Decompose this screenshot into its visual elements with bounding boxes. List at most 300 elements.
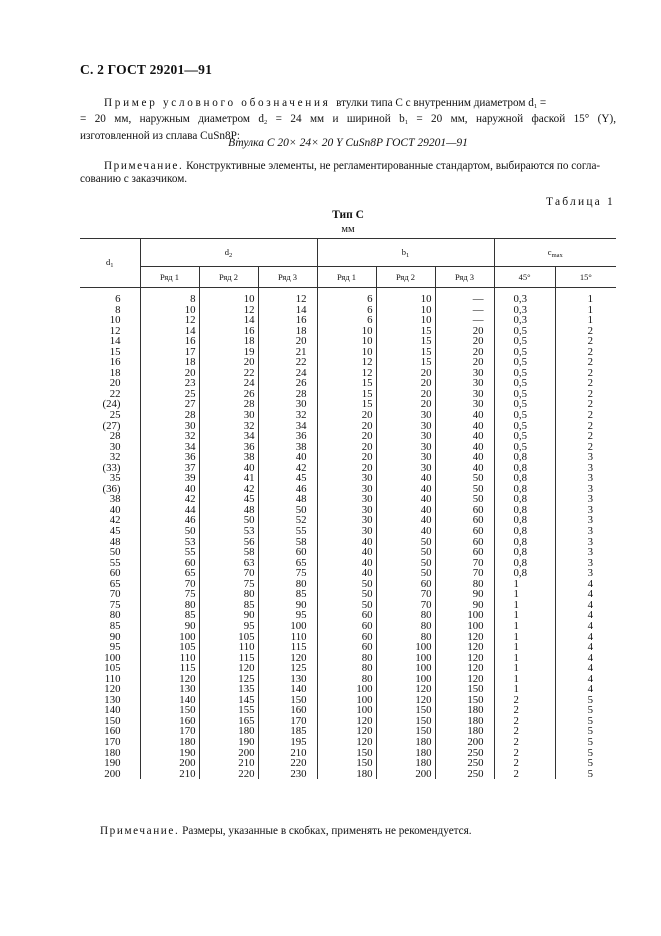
table-cell: 20 (317, 452, 376, 463)
table-cell: 100 (376, 653, 435, 664)
table-cell: 32 (258, 410, 317, 421)
table-cell: 60 (435, 515, 494, 526)
table-cell: 210 (140, 769, 199, 780)
table-cell: 1 (494, 610, 555, 621)
table-cell: 2 (494, 758, 555, 769)
table-cell: 4 (555, 642, 616, 653)
table-cell: 20 (317, 442, 376, 453)
table-cell: 0,8 (494, 558, 555, 569)
table-cell: 2 (555, 410, 616, 421)
table-cell: 15 (317, 378, 376, 389)
table-cell: 40 (376, 484, 435, 495)
table-cell: (33) (102, 461, 121, 474)
table-cell: 38 (258, 442, 317, 453)
table-cell: 70 (435, 558, 494, 569)
table-row (80, 568, 616, 579)
table-cell: 2 (555, 378, 616, 389)
table-cell: 75 (199, 579, 258, 590)
table-cell: 70 (376, 600, 435, 611)
table-cell: 1 (494, 589, 555, 600)
table-cell: 20 (435, 336, 494, 347)
table-cell: 1 (555, 288, 616, 305)
table-cell: 14 (199, 315, 258, 326)
table-cell: 20 (376, 368, 435, 379)
table-cell: 30 (435, 389, 494, 400)
table-cell: 10 (317, 347, 376, 358)
table-cell: 130 (104, 693, 121, 706)
table-cell: 180 (435, 726, 494, 737)
table-cell: 4 (555, 579, 616, 590)
table-cell: 30 (435, 378, 494, 389)
table-cell: 35 (109, 472, 121, 485)
example-text-1b: = (537, 97, 547, 109)
table-cell: 120 (376, 684, 435, 695)
table-cell: — (435, 288, 494, 305)
header-d1-sub: 1 (110, 262, 114, 269)
table-cell: 80 (109, 609, 121, 622)
table-cell: 0,5 (494, 410, 555, 421)
table-cell: 12 (109, 324, 121, 337)
table-cell: 180 (376, 748, 435, 759)
table-cell: 2 (555, 326, 616, 337)
table-row (80, 347, 616, 358)
table-cell: 1 (555, 305, 616, 316)
table-row (80, 505, 616, 516)
table-cell: 105 (199, 632, 258, 643)
table-cell: 40 (376, 473, 435, 484)
table-cell: 100 (317, 695, 376, 706)
table-cell: 4 (555, 621, 616, 632)
table-cell: 210 (258, 748, 317, 759)
table-cell: 50 (376, 568, 435, 579)
table-row (80, 758, 616, 769)
table-cell: 20 (376, 399, 435, 410)
example-text-2b: = 24 мм и шириной b (267, 113, 405, 126)
table-cell: 15 (317, 399, 376, 410)
table-cell: 10 (140, 305, 199, 316)
table-cell: 1 (494, 653, 555, 664)
table-cell: 200 (376, 769, 435, 780)
table-cell: 95 (109, 641, 121, 654)
table-cell: 2 (555, 399, 616, 410)
example-sub-1: 1 (533, 103, 538, 110)
note-1-lead: Примечание. (104, 160, 184, 172)
table-cell: 3 (555, 558, 616, 569)
table-row (80, 515, 616, 526)
table-cell: 60 (109, 567, 121, 580)
table-cell: 30 (317, 473, 376, 484)
table-cell: 70 (109, 588, 121, 601)
table-cell: 40 (376, 515, 435, 526)
table-cell: 75 (258, 568, 317, 579)
table-cell: 30 (258, 399, 317, 410)
table-cell: 3 (555, 452, 616, 463)
table-row (80, 726, 616, 737)
table-cell: 150 (317, 758, 376, 769)
example-sub-2: 2 (264, 119, 268, 127)
table-cell: 150 (435, 684, 494, 695)
table-cell: 34 (258, 421, 317, 432)
table-row (80, 421, 616, 432)
table-cell: 0,8 (494, 463, 555, 474)
table-cell: 190 (199, 737, 258, 748)
table-cell: 120 (435, 632, 494, 643)
table-cell: 23 (140, 378, 199, 389)
note-2 (100, 825, 472, 837)
header-d2-row2: Ряд 2 (199, 267, 258, 288)
table-cell: 20 (376, 389, 435, 400)
table-cell: 30 (376, 442, 435, 453)
table-cell: 2 (494, 726, 555, 737)
table-cell: 140 (140, 695, 199, 706)
table-cell: 120 (104, 683, 121, 696)
note-1 (80, 160, 616, 187)
table-cell: 18 (140, 357, 199, 368)
table-cell: 100 (317, 705, 376, 716)
table-row (80, 473, 616, 484)
table-cell: 16 (258, 315, 317, 326)
table-row (80, 674, 616, 685)
table-cell: 160 (104, 725, 121, 738)
table-cell: 50 (435, 473, 494, 484)
table-cell: 80 (317, 663, 376, 674)
table-cell: 55 (140, 547, 199, 558)
table-cell: 1 (494, 600, 555, 611)
table-cell: 10 (109, 314, 121, 327)
table-cell: — (435, 315, 494, 326)
table-cell: 10 (317, 326, 376, 337)
header-b1-sub: 1 (406, 251, 410, 259)
table-cell: 18 (258, 326, 317, 337)
table-cell: 36 (199, 442, 258, 453)
table-cell: 3 (555, 463, 616, 474)
table-cell: 90 (435, 600, 494, 611)
table-cell: 70 (376, 589, 435, 600)
table-row (80, 705, 616, 716)
table-cell: 12 (199, 305, 258, 316)
header-c-sub: max (551, 251, 563, 259)
table-cell: 75 (140, 589, 199, 600)
table-cell: 85 (140, 610, 199, 621)
table-cell: 70 (199, 568, 258, 579)
table-cell: 160 (258, 705, 317, 716)
table-cell: 10 (376, 315, 435, 326)
table-cell: 130 (258, 674, 317, 685)
table-cell: 6 (115, 293, 121, 305)
table-cell: 32 (199, 421, 258, 432)
table-cell: 2 (555, 421, 616, 432)
table-cell: 0,5 (494, 399, 555, 410)
table-cell: 4 (555, 589, 616, 600)
table-cell: 80 (435, 579, 494, 590)
table-cell: 65 (258, 558, 317, 569)
table-cell: 0,8 (494, 452, 555, 463)
table-cell: 4 (555, 632, 616, 643)
table-cell: 90 (109, 630, 121, 643)
table-cell: 42 (258, 463, 317, 474)
table-cell: 18 (109, 366, 121, 379)
table-row (80, 621, 616, 632)
table-cell: 5 (555, 695, 616, 706)
table-cell: 46 (258, 484, 317, 495)
table-cell: 55 (109, 556, 121, 569)
table-cell: 0,5 (494, 326, 555, 337)
table-cell: 20 (317, 421, 376, 432)
table-cell: 5 (555, 705, 616, 716)
table-row (80, 315, 616, 326)
table-cell: 0,5 (494, 336, 555, 347)
table-cell: 40 (258, 452, 317, 463)
table-cell: 30 (376, 463, 435, 474)
table-cell: 250 (435, 769, 494, 780)
table-cell: 52 (258, 515, 317, 526)
table-cell: 20 (376, 378, 435, 389)
table-cell: (36) (102, 482, 121, 495)
table-cell: 150 (435, 695, 494, 706)
table-cell: 0,3 (494, 305, 555, 316)
table-cell: (24) (102, 398, 121, 411)
table-number: Таблица 1 (546, 196, 615, 208)
table-cell: 105 (140, 642, 199, 653)
table-cell: 150 (376, 716, 435, 727)
table-cell: 12 (317, 357, 376, 368)
table-cell: 12 (258, 288, 317, 305)
table-cell: 30 (199, 410, 258, 421)
table-cell: 2 (555, 347, 616, 358)
table-cell: 115 (258, 642, 317, 653)
example-text-2c: = 20 мм, наружной фаской 15° (Y), (407, 113, 616, 126)
table-cell: 125 (258, 663, 317, 674)
table-cell: 46 (140, 515, 199, 526)
table-cell: 50 (317, 589, 376, 600)
table-cell: 0,8 (494, 568, 555, 579)
table-cell: 32 (109, 451, 121, 464)
table-cell: 16 (199, 326, 258, 337)
table-cell: 30 (435, 399, 494, 410)
table-cell: 40 (140, 484, 199, 495)
table-body (80, 288, 616, 780)
table-cell: 2 (494, 716, 555, 727)
table-cell: 180 (435, 716, 494, 727)
table-cell: 85 (109, 619, 121, 632)
table-cell: 90 (199, 610, 258, 621)
header-b1-row3: Ряд 3 (435, 267, 494, 288)
table-cell: 120 (317, 737, 376, 748)
table-row (80, 695, 616, 706)
table-cell: 110 (104, 672, 121, 685)
table-title: Тип C (332, 209, 364, 221)
table-cell: 25 (109, 409, 121, 422)
table-cell: 20 (317, 410, 376, 421)
header-d2-sub: 2 (229, 251, 233, 259)
table-cell: 21 (258, 347, 317, 358)
table-cell: 40 (317, 547, 376, 558)
table-cell: 12 (140, 315, 199, 326)
table-cell: 34 (199, 431, 258, 442)
table-cell: 80 (140, 600, 199, 611)
table-row (80, 537, 616, 548)
table-cell: 170 (104, 735, 121, 748)
table-cell: 55 (258, 526, 317, 537)
table-cell: 2 (555, 389, 616, 400)
table-cell: 8 (140, 288, 199, 305)
table-cell: 100 (258, 621, 317, 632)
table-row (80, 579, 616, 590)
table-cell: 60 (140, 558, 199, 569)
table-cell: 5 (555, 758, 616, 769)
table-cell: 20 (435, 357, 494, 368)
table-unit: мм (341, 224, 355, 235)
table-cell: 65 (109, 577, 121, 590)
table-cell: 2 (494, 769, 555, 780)
table-row (80, 600, 616, 611)
table-cell: 60 (435, 526, 494, 537)
table-cell: 50 (317, 579, 376, 590)
table-row (80, 558, 616, 569)
table-cell: 1 (494, 684, 555, 695)
table-cell: 95 (258, 610, 317, 621)
table-cell: 3 (555, 494, 616, 505)
table-cell: 40 (317, 568, 376, 579)
table-cell: 42 (140, 494, 199, 505)
table-cell: 195 (258, 737, 317, 748)
table-cell: 4 (555, 600, 616, 611)
table-row (80, 336, 616, 347)
table-cell: 40 (199, 463, 258, 474)
table-cell: 4 (555, 610, 616, 621)
table-row (80, 442, 616, 453)
table-cell: 135 (199, 684, 258, 695)
table-cell: (27) (102, 419, 121, 432)
table-cell: 25 (140, 389, 199, 400)
table-cell: 1 (494, 579, 555, 590)
table-cell: 180 (376, 737, 435, 748)
header-b1-label: b (401, 246, 407, 257)
table-cell: 40 (435, 442, 494, 453)
table-cell: 5 (555, 737, 616, 748)
table-cell: 80 (376, 610, 435, 621)
table-row (80, 389, 616, 400)
table-row (80, 410, 616, 421)
table-cell: 37 (140, 463, 199, 474)
table-row (80, 748, 616, 759)
table-cell: 0,5 (494, 368, 555, 379)
table-cell: 3 (555, 568, 616, 579)
table-cell: 60 (435, 505, 494, 516)
table-cell: 0,8 (494, 547, 555, 558)
table-cell: 40 (435, 421, 494, 432)
table-cell: 180 (435, 705, 494, 716)
table-row (80, 399, 616, 410)
table-cell: 0,5 (494, 431, 555, 442)
table-cell: 0,5 (494, 442, 555, 453)
table-cell: 220 (199, 769, 258, 780)
table-cell: 210 (199, 758, 258, 769)
table-cell: 110 (140, 653, 199, 664)
table-cell: 180 (317, 769, 376, 780)
table-cell: 10 (199, 288, 258, 305)
table-cell: 2 (555, 357, 616, 368)
table-cell: 50 (258, 505, 317, 516)
table-cell: 42 (109, 514, 121, 527)
table-cell: 5 (555, 769, 616, 780)
example-text-1: втулки типа C с внутренним диаметром d (336, 97, 534, 109)
table-cell: 3 (555, 526, 616, 537)
table-cell: 1 (555, 315, 616, 326)
table-cell: 40 (376, 505, 435, 516)
table-cell: 22 (109, 387, 121, 400)
table-row (80, 632, 616, 643)
table-row (80, 716, 616, 727)
table-cell: 200 (199, 748, 258, 759)
table-cell: 34 (140, 442, 199, 453)
note-2-lead: Примечание. (100, 825, 180, 837)
table-cell: 120 (376, 695, 435, 706)
table-cell: 58 (258, 537, 317, 548)
table-cell: 30 (376, 421, 435, 432)
table-cell: 115 (199, 653, 258, 664)
table-cell: 3 (555, 537, 616, 548)
table-cell: 3 (555, 505, 616, 516)
table-cell: 20 (317, 463, 376, 474)
table-row (80, 357, 616, 368)
table-cell: 2 (555, 442, 616, 453)
table-cell: 3 (555, 473, 616, 484)
table-cell: 58 (199, 547, 258, 558)
note-1-text: Конструктивные элементы, не регламентированные стандартом, выбираются по согла- (183, 160, 601, 172)
table-cell: 150 (376, 726, 435, 737)
table-cell: 48 (258, 494, 317, 505)
table-cell: 2 (494, 748, 555, 759)
table-cell: 120 (258, 653, 317, 664)
table-cell: 41 (199, 473, 258, 484)
table-cell: 53 (199, 526, 258, 537)
table-row (80, 737, 616, 748)
table-cell: 0,5 (494, 378, 555, 389)
table-cell: 63 (199, 558, 258, 569)
table-cell: 24 (199, 378, 258, 389)
table-cell: 40 (435, 410, 494, 421)
table-cell: 60 (435, 547, 494, 558)
table-row (80, 288, 616, 305)
table-cell: 4 (555, 684, 616, 695)
table-cell: 130 (140, 684, 199, 695)
table-cell: 38 (109, 493, 121, 506)
table-cell: 2 (555, 368, 616, 379)
table-cell: 24 (258, 368, 317, 379)
table-cell: 15 (317, 389, 376, 400)
table-cell: 80 (376, 632, 435, 643)
table-cell: 40 (435, 431, 494, 442)
table-row (80, 526, 616, 537)
header-cmax (494, 239, 616, 267)
table-cell: 20 (435, 326, 494, 337)
table-cell: 2 (555, 336, 616, 347)
table-cell: 90 (140, 621, 199, 632)
table-cell: 3 (555, 484, 616, 495)
table-cell: 10 (317, 336, 376, 347)
table-cell: 39 (140, 473, 199, 484)
table-cell: 3 (555, 515, 616, 526)
table-cell: 40 (317, 558, 376, 569)
table-cell: 70 (140, 579, 199, 590)
table-cell: 30 (317, 484, 376, 495)
table-cell: 0,8 (494, 526, 555, 537)
table-cell: 6 (317, 305, 376, 316)
table-cell: 120 (317, 726, 376, 737)
table-cell: 20 (317, 431, 376, 442)
table-cell: 14 (140, 326, 199, 337)
